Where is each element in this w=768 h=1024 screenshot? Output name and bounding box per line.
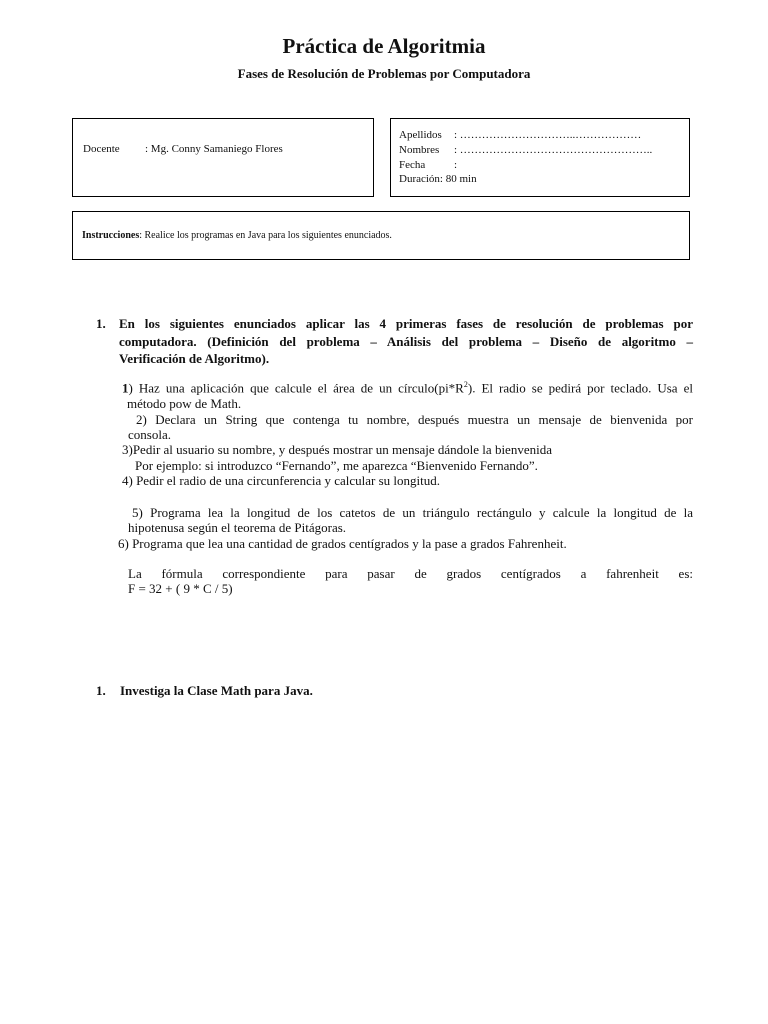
apellidos-label: Apellidos [399,129,442,141]
item5-line1: 5) Programa lea la longitud de los catetos de un triángulo rectángulo y calcule la longitud de la [132,505,693,520]
item1-superscript: 2 [463,380,468,389]
item1-line2: método pow de Math. [127,396,242,411]
instructions-box [72,211,690,260]
student-info-box [390,118,690,197]
formula-line1: La fórmula correspondiente para pasar de grados centígrados a fahrenheit es: [128,566,693,581]
apellidos-value: : …………………………..……………… [454,129,642,141]
item2-line1: 2) Declara un String que contenga tu nombre, después muestra un mensaje de bienvenida por [136,412,693,427]
item5-line2: hipotenusa según el teorema de Pitágoras. [128,520,347,535]
fecha-label: Fecha [399,159,426,171]
instructions-label: Instrucciones [82,230,140,241]
fecha-row [399,159,457,171]
page-title: Práctica de Algoritmia [282,34,486,58]
item4-text: 4) Pedir el radio de una circunferencia y calcular su longitud. [122,473,441,488]
duracion-row: Duración: 80 min [399,173,477,185]
item1-text-b: ). El radio se pedirá por teclado. Usa el [467,380,693,396]
nombres-value: : …………………………………………….. [454,144,653,156]
instructions-row [82,230,392,241]
page-subtitle: Fases de Resolución de Problemas por Computadora [237,66,531,81]
item3-line2: Por ejemplo: si introduzco “Fernando”, me aparezca “Bienvenido Fernando”. [135,458,538,473]
docente-value: : Mg. Conny Samaniego Flores [145,143,283,155]
docente-row [83,143,283,155]
docente-label: Docente [83,143,120,155]
item6-text: 6) Programa que lea una cantidad de grados centígrados y la pase a grados Fahrenheit. [118,536,567,551]
item1-line1 [122,380,693,396]
nombres-label: Nombres [399,144,440,156]
item1-text-a: ) Haz una aplicación que calcule el área de un círculo(pi*R [128,380,464,396]
nombres-row [399,144,652,156]
apellidos-row [399,129,641,141]
docente-box [72,118,374,197]
section2-text: Investiga la Clase Math para Java. [120,683,313,698]
section2-number: 1. [96,683,106,698]
item1-number: 1 [122,380,129,396]
instructions-text: : Realice los programas en Java para los siguientes enunciados. [139,230,392,241]
item3-line1: 3)Pedir al usuario su nombre, y después mostrar un mensaje dándole la bienvenida [122,442,552,457]
fecha-value: : [454,159,458,171]
formula-line2: F = 32 + ( 9 * C / 5) [128,581,233,596]
section1-line1: En los siguientes enunciados aplicar las 4 primeras fases de resolución de problemas por [119,316,693,331]
section1-line3: Verificación de Algoritmo). [119,351,270,366]
section1-line2: computadora. (Definición del problema – Análisis del problema – Diseño de algoritmo – [119,334,693,349]
section1-number: 1. [96,316,106,331]
item2-line2: consola. [128,427,171,442]
